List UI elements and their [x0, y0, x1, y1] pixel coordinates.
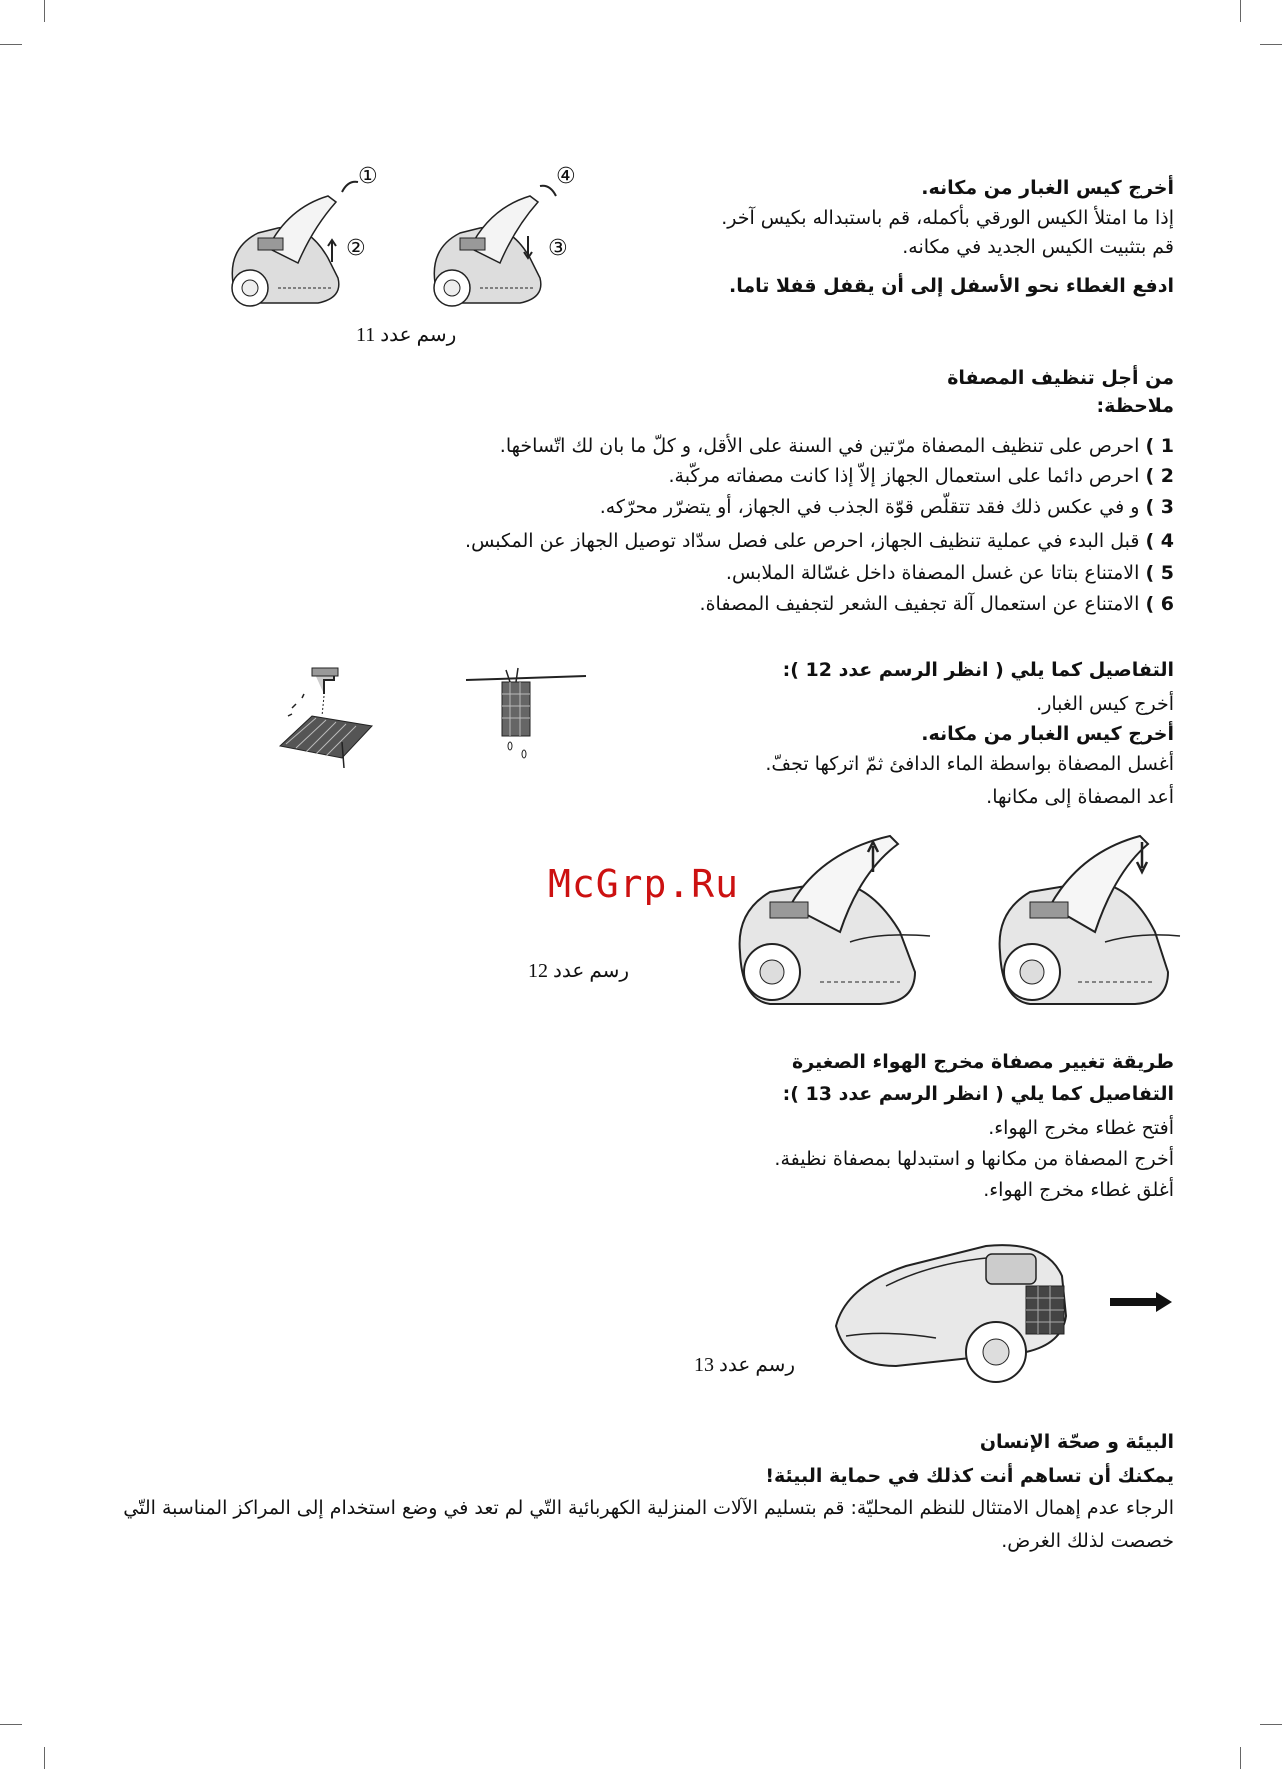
bag-bold-line: ادفع الغطاء نحو الأسفل إلى أن يقفل قفلا تاما. [728, 275, 1174, 297]
item-number: 5 ) [1145, 562, 1174, 584]
env-bold-line: يمكنك أن تساهم أنت كذلك في حماية البيئة! [765, 1465, 1174, 1487]
item-number: 1 ) [1145, 435, 1174, 457]
filter-item-3 [600, 493, 1174, 521]
item-text: قبل البدء في عملية تنظيف الجهاز، احرص على فصل سدّاد توصيل الجهاز عن المكبس. [465, 530, 1140, 552]
details12-bold-line: أخرج كيس الغبار من مكانه. [921, 723, 1174, 745]
step-mark-1: ① [358, 164, 378, 189]
env-paragraph: الرجاء عدم إهمال الامتثال للنظم المحليّة: قم بتسليم الآلات المنزلية الكهربائية التّي لم تعد في وضع استخدام إلى المراكز المناسبة التّي خصصت لذلك الغرض. [123, 1497, 1174, 1552]
details12-line-3: أعد المصفاة إلى مكانها. [986, 786, 1174, 808]
step-mark-2: ② [346, 236, 366, 261]
crop-mark [1260, 44, 1282, 45]
curved-arrow-icon [340, 178, 360, 194]
bag-line-2: قم بتثبيت الكيس الجديد في مكانه. [902, 236, 1174, 258]
crop-mark [44, 0, 45, 22]
step-mark-3: ③ [548, 236, 568, 261]
item-number: 4 ) [1145, 530, 1174, 552]
outlet-heading: طريقة تغيير مصفاة مخرج الهواء الصغيرة [791, 1051, 1174, 1073]
item-text: احرص على تنظيف المصفاة مرّتين في السنة على الأقل، و كلّ ما بان لك اتّساخها. [499, 435, 1140, 457]
item-number: 2 ) [1145, 465, 1174, 487]
crop-mark [1260, 1724, 1282, 1725]
figure-12-vacuum-left [730, 832, 950, 1012]
arrow-up-icon [326, 238, 338, 262]
filter-heading: من أجل تنظيف المصفاة [947, 367, 1174, 389]
details12-heading: التفاصيل كما يلي ( انظر الرسم عدد 12 ): [782, 659, 1174, 681]
curved-arrow-icon [538, 182, 558, 198]
outlet-line-1: أفتح غطاء مخرج الهواء. [988, 1117, 1174, 1139]
crop-mark [1240, 0, 1241, 22]
item-text: احرص دائما على استعمال الجهاز إلاّ إذا كانت مصفاته مركّبة. [668, 465, 1140, 487]
details12-line-1: أخرج كيس الغبار. [1036, 693, 1174, 715]
item-text: و في عكس ذلك فقد تتقلّص قوّة الجذب في الجهاز، أو يتضرّر محرّكه. [599, 496, 1140, 518]
watermark: McGrp.Ru [548, 862, 740, 906]
outlet-line-2: أخرج المصفاة من مكانها و استبدلها بمصفاة نظيفة. [774, 1148, 1174, 1170]
bag-heading: أخرج كيس الغبار من مكانه. [921, 177, 1174, 199]
crop-mark [44, 1747, 45, 1769]
item-number: 3 ) [1145, 496, 1174, 518]
filter-drying-illustration [466, 664, 586, 764]
figure-12-vacuum-right [990, 832, 1190, 1012]
figure-11-caption: رسم عدد 11 [356, 324, 457, 346]
note-label: ملاحظة: [1096, 395, 1174, 417]
arrow-down-icon [522, 236, 534, 260]
outlet-line-3: أغلق غطاء مخرج الهواء. [983, 1179, 1174, 1201]
item-text: الامتناع بتاتا عن غسل المصفاة داخل غسّالة الملابس. [725, 562, 1140, 584]
crop-mark [0, 1724, 22, 1725]
filter-item-5 [726, 559, 1174, 587]
filter-item-6 [700, 590, 1174, 618]
outlet-subheading: التفاصيل كما يلي ( انظر الرسم عدد 13 ): [782, 1083, 1174, 1105]
arrow-right-icon [1110, 1290, 1174, 1314]
bag-line-1: إذا ما امتلأ الكيس الورقي بأكمله، قم باستبداله بكيس آخر. [721, 207, 1174, 229]
figure-12-caption: رسم عدد 12 [528, 960, 630, 982]
filter-item-4 [465, 527, 1174, 555]
filter-item-1 [500, 432, 1174, 460]
crop-mark [1240, 1747, 1241, 1769]
env-heading: البيئة و صحّة الإنسان [979, 1431, 1174, 1453]
details12-line-2: أغسل المصفاة بواسطة الماء الدافئ ثمّ اتركها تجفّ. [765, 753, 1174, 775]
figure-13-caption: رسم عدد 13 [694, 1354, 796, 1376]
item-number: 6 ) [1145, 593, 1174, 615]
item-text: الامتناع عن استعمال آلة تجفيف الشعر لتجفيف المصفاة. [699, 593, 1140, 615]
figure-13-vacuum [826, 1226, 1076, 1386]
crop-mark [0, 44, 22, 45]
filter-under-tap-illustration [272, 668, 382, 768]
step-mark-4: ④ [556, 164, 576, 189]
filter-item-2 [668, 462, 1174, 490]
